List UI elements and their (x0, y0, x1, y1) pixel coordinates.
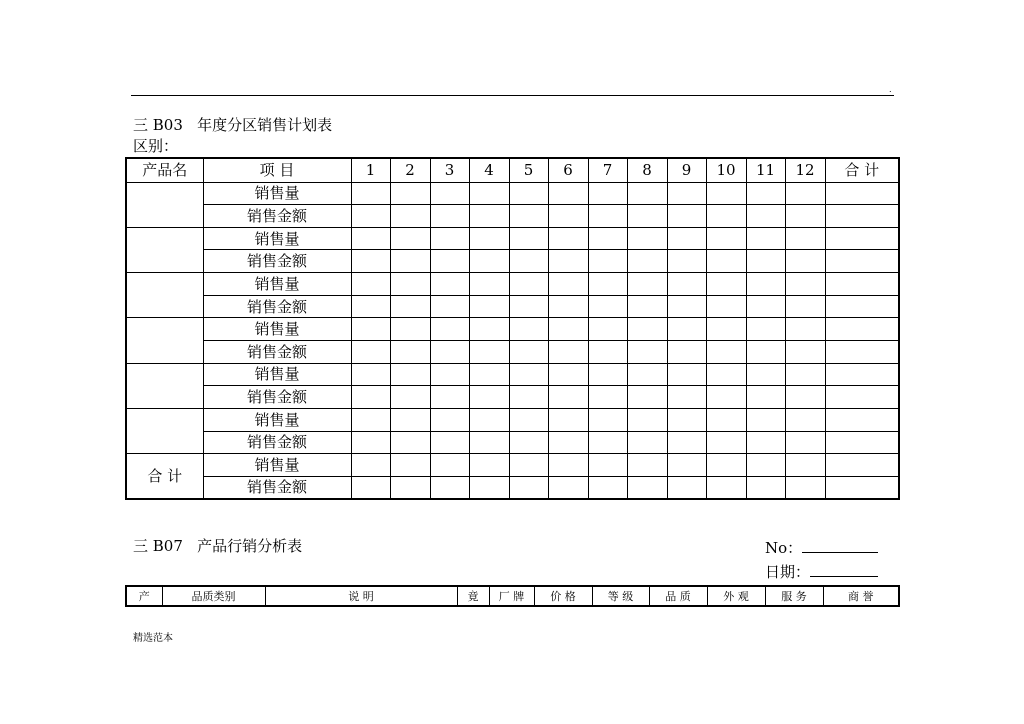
region-label: 区别： (133, 137, 179, 155)
month-value-cell[interactable] (706, 250, 746, 273)
month-value-cell[interactable] (469, 476, 509, 499)
month-value-cell[interactable] (627, 318, 667, 341)
month-value-cell[interactable] (548, 386, 588, 409)
month-value-cell[interactable] (706, 273, 746, 296)
month-value-cell[interactable] (627, 431, 667, 454)
month-value-cell[interactable] (667, 318, 706, 341)
header-month: 10 (706, 158, 746, 182)
month-value-cell[interactable] (785, 227, 825, 250)
month-value-cell[interactable] (351, 182, 390, 205)
month-value-cell[interactable] (430, 295, 469, 318)
month-value-cell[interactable] (785, 205, 825, 228)
month-value-cell[interactable] (509, 182, 548, 205)
table-row (126, 182, 899, 205)
month-value-cell[interactable] (785, 340, 825, 363)
month-value-cell[interactable] (430, 431, 469, 454)
month-value-cell[interactable] (706, 318, 746, 341)
total-group-label: 合 计 (126, 454, 203, 499)
month-value-cell[interactable] (548, 205, 588, 228)
analysis-header-cell: 商 誉 (823, 586, 899, 606)
month-value-cell[interactable] (469, 340, 509, 363)
month-value-cell[interactable] (746, 318, 785, 341)
month-value-cell[interactable] (667, 182, 706, 205)
month-value-cell[interactable] (746, 363, 785, 386)
table-row (126, 205, 899, 228)
month-value-cell[interactable] (469, 454, 509, 477)
month-value-cell[interactable] (667, 295, 706, 318)
month-value-cell[interactable] (390, 386, 430, 409)
month-value-cell[interactable] (351, 431, 390, 454)
table-row (126, 454, 899, 477)
month-value-cell[interactable] (588, 250, 627, 273)
month-value-cell[interactable] (430, 227, 469, 250)
month-value-cell[interactable] (746, 476, 785, 499)
month-value-cell[interactable] (785, 295, 825, 318)
header-month: 1 (351, 158, 390, 182)
month-value-cell[interactable] (627, 454, 667, 477)
analysis-header-cell: 说 明 (265, 586, 457, 606)
table-row (126, 363, 899, 386)
table-row (126, 408, 899, 431)
analysis-header-cell: 竟 (457, 586, 489, 606)
month-value-cell[interactable] (785, 386, 825, 409)
month-value-cell[interactable] (785, 454, 825, 477)
product-name-cell[interactable] (126, 363, 203, 408)
analysis-header-cell: 外 观 (707, 586, 765, 606)
month-value-cell[interactable] (548, 431, 588, 454)
sales-plan-table (125, 157, 900, 500)
sales-volume-label: 销售量 (203, 408, 351, 431)
month-value-cell[interactable] (746, 182, 785, 205)
table-row (126, 431, 899, 454)
total-value-cell[interactable] (825, 318, 899, 341)
sales-amount-label: 销售金额 (203, 386, 351, 409)
month-value-cell[interactable] (548, 182, 588, 205)
month-value-cell[interactable] (390, 340, 430, 363)
month-value-cell[interactable] (746, 273, 785, 296)
month-value-cell[interactable] (509, 205, 548, 228)
sales-volume-label: 销售量 (203, 363, 351, 386)
month-value-cell[interactable] (588, 408, 627, 431)
header-month: 7 (588, 158, 627, 182)
month-value-cell[interactable] (430, 318, 469, 341)
number-field (765, 537, 878, 558)
month-value-cell[interactable] (746, 205, 785, 228)
month-value-cell[interactable] (469, 182, 509, 205)
header-month: 11 (746, 158, 785, 182)
sales-amount-label: 销售金额 (203, 340, 351, 363)
month-value-cell[interactable] (706, 227, 746, 250)
month-value-cell[interactable] (588, 476, 627, 499)
month-value-cell[interactable] (667, 250, 706, 273)
table-row (126, 227, 899, 250)
month-value-cell[interactable] (548, 318, 588, 341)
month-value-cell[interactable] (588, 431, 627, 454)
header-item: 项 目 (203, 158, 351, 182)
month-value-cell[interactable] (746, 431, 785, 454)
table-row (126, 250, 899, 273)
month-value-cell[interactable] (706, 476, 746, 499)
month-value-cell[interactable] (746, 386, 785, 409)
analysis-header-cell: 厂 牌 (489, 586, 534, 606)
month-value-cell[interactable] (390, 431, 430, 454)
total-value-cell[interactable] (825, 227, 899, 250)
month-value-cell[interactable] (627, 386, 667, 409)
month-value-cell[interactable] (509, 318, 548, 341)
date-label: 日期： (765, 563, 811, 581)
month-value-cell[interactable] (785, 273, 825, 296)
corner-mark: . (889, 85, 892, 94)
month-value-cell[interactable] (351, 250, 390, 273)
month-value-cell[interactable] (667, 476, 706, 499)
analysis-table (125, 585, 900, 607)
month-value-cell[interactable] (627, 205, 667, 228)
month-value-cell[interactable] (548, 227, 588, 250)
month-value-cell[interactable] (548, 295, 588, 318)
month-value-cell[interactable] (390, 182, 430, 205)
product-name-cell[interactable] (126, 227, 203, 272)
month-value-cell[interactable] (588, 363, 627, 386)
product-name-cell[interactable] (126, 273, 203, 318)
month-value-cell[interactable] (469, 250, 509, 273)
product-name-cell[interactable] (126, 182, 203, 227)
month-value-cell[interactable] (706, 182, 746, 205)
month-value-cell[interactable] (706, 205, 746, 228)
month-value-cell[interactable] (351, 340, 390, 363)
month-value-cell[interactable] (351, 318, 390, 341)
month-value-cell[interactable] (430, 454, 469, 477)
sales-amount-label: 销售金额 (203, 476, 351, 499)
total-value-cell[interactable] (825, 363, 899, 386)
month-value-cell[interactable] (785, 408, 825, 431)
month-value-cell[interactable] (430, 386, 469, 409)
sales-volume-label: 销售量 (203, 273, 351, 296)
total-value-cell[interactable] (825, 386, 899, 409)
month-value-cell[interactable] (706, 363, 746, 386)
table-row (126, 318, 899, 341)
month-value-cell[interactable] (509, 408, 548, 431)
month-value-cell[interactable] (548, 454, 588, 477)
month-value-cell[interactable] (667, 408, 706, 431)
month-value-cell[interactable] (351, 454, 390, 477)
month-value-cell[interactable] (588, 454, 627, 477)
header-month: 9 (667, 158, 706, 182)
sales-amount-label: 销售金额 (203, 431, 351, 454)
analysis-header-row (126, 586, 899, 606)
month-value-cell[interactable] (548, 273, 588, 296)
header-month: 6 (548, 158, 588, 182)
month-value-cell[interactable] (351, 295, 390, 318)
month-value-cell[interactable] (509, 250, 548, 273)
total-value-cell[interactable] (825, 295, 899, 318)
month-value-cell[interactable] (667, 386, 706, 409)
analysis-title: 三 B07 产品行销分析表 (133, 537, 303, 555)
month-value-cell[interactable] (785, 363, 825, 386)
month-value-cell[interactable] (469, 227, 509, 250)
month-value-cell[interactable] (706, 408, 746, 431)
date-blank[interactable] (810, 562, 878, 577)
month-value-cell[interactable] (627, 182, 667, 205)
number-label: No： (765, 539, 803, 557)
month-value-cell[interactable] (390, 205, 430, 228)
month-value-cell[interactable] (785, 431, 825, 454)
month-value-cell[interactable] (509, 454, 548, 477)
analysis-header-cell: 品 质 (649, 586, 707, 606)
month-value-cell[interactable] (746, 227, 785, 250)
analysis-header-cell: 价 格 (534, 586, 592, 606)
month-value-cell[interactable] (706, 340, 746, 363)
month-value-cell[interactable] (627, 250, 667, 273)
month-value-cell[interactable] (627, 273, 667, 296)
sales-amount-label: 销售金额 (203, 295, 351, 318)
sales-amount-label: 销售金额 (203, 205, 351, 228)
footer-note: 精选范本 (133, 633, 173, 644)
month-value-cell[interactable] (706, 431, 746, 454)
plan-title: 三 B03 年度分区销售计划表 (133, 116, 333, 134)
month-value-cell[interactable] (548, 363, 588, 386)
month-value-cell[interactable] (588, 205, 627, 228)
month-value-cell[interactable] (667, 340, 706, 363)
header-total: 合 计 (825, 158, 899, 182)
month-value-cell[interactable] (509, 476, 548, 499)
month-value-cell[interactable] (469, 205, 509, 228)
month-value-cell[interactable] (588, 340, 627, 363)
month-value-cell[interactable] (588, 318, 627, 341)
month-value-cell[interactable] (469, 431, 509, 454)
month-value-cell[interactable] (390, 273, 430, 296)
month-value-cell[interactable] (746, 408, 785, 431)
product-name-cell[interactable] (126, 318, 203, 363)
month-value-cell[interactable] (667, 454, 706, 477)
month-value-cell[interactable] (351, 386, 390, 409)
month-value-cell[interactable] (390, 408, 430, 431)
month-value-cell[interactable] (509, 227, 548, 250)
total-value-cell[interactable] (825, 205, 899, 228)
month-value-cell[interactable] (746, 295, 785, 318)
month-value-cell[interactable] (469, 273, 509, 296)
month-value-cell[interactable] (390, 363, 430, 386)
month-value-cell[interactable] (430, 250, 469, 273)
analysis-header-cell: 服 务 (765, 586, 823, 606)
month-value-cell[interactable] (667, 431, 706, 454)
month-value-cell[interactable] (469, 386, 509, 409)
total-value-cell[interactable] (825, 476, 899, 499)
total-value-cell[interactable] (825, 408, 899, 431)
table-row (126, 340, 899, 363)
month-value-cell[interactable] (785, 250, 825, 273)
month-value-cell[interactable] (390, 476, 430, 499)
date-field (765, 561, 878, 582)
month-value-cell[interactable] (627, 340, 667, 363)
month-value-cell[interactable] (588, 386, 627, 409)
month-value-cell[interactable] (509, 363, 548, 386)
month-value-cell[interactable] (588, 227, 627, 250)
total-value-cell[interactable] (825, 454, 899, 477)
analysis-header-cell: 等 级 (592, 586, 649, 606)
month-value-cell[interactable] (469, 408, 509, 431)
table-header-row (126, 158, 899, 182)
sales-amount-label: 销售金额 (203, 250, 351, 273)
total-value-cell[interactable] (825, 182, 899, 205)
month-value-cell[interactable] (706, 295, 746, 318)
month-value-cell[interactable] (785, 182, 825, 205)
month-value-cell[interactable] (351, 363, 390, 386)
month-value-cell[interactable] (627, 295, 667, 318)
header-month: 2 (390, 158, 430, 182)
month-value-cell[interactable] (351, 273, 390, 296)
month-value-cell[interactable] (351, 476, 390, 499)
month-value-cell[interactable] (430, 205, 469, 228)
month-value-cell[interactable] (351, 227, 390, 250)
month-value-cell[interactable] (667, 363, 706, 386)
month-value-cell[interactable] (390, 227, 430, 250)
table-row (126, 476, 899, 499)
month-value-cell[interactable] (588, 182, 627, 205)
month-value-cell[interactable] (509, 273, 548, 296)
month-value-cell[interactable] (469, 295, 509, 318)
month-value-cell[interactable] (430, 408, 469, 431)
month-value-cell[interactable] (390, 454, 430, 477)
month-value-cell[interactable] (548, 408, 588, 431)
month-value-cell[interactable] (746, 250, 785, 273)
month-value-cell[interactable] (351, 205, 390, 228)
product-name-cell[interactable] (126, 408, 203, 453)
month-value-cell[interactable] (588, 295, 627, 318)
month-value-cell[interactable] (390, 295, 430, 318)
analysis-header-cell: 产 (126, 586, 162, 606)
sales-volume-label: 销售量 (203, 182, 351, 205)
month-value-cell[interactable] (351, 408, 390, 431)
total-value-cell[interactable] (825, 431, 899, 454)
month-value-cell[interactable] (627, 408, 667, 431)
month-value-cell[interactable] (746, 454, 785, 477)
month-value-cell[interactable] (548, 340, 588, 363)
month-value-cell[interactable] (627, 363, 667, 386)
month-value-cell[interactable] (469, 363, 509, 386)
month-value-cell[interactable] (706, 386, 746, 409)
total-value-cell[interactable] (825, 273, 899, 296)
month-value-cell[interactable] (548, 250, 588, 273)
month-value-cell[interactable] (667, 205, 706, 228)
header-product-name: 产品名 (126, 158, 203, 182)
sales-volume-label: 销售量 (203, 318, 351, 341)
number-blank[interactable] (802, 538, 878, 553)
month-value-cell[interactable] (430, 273, 469, 296)
sales-volume-label: 销售量 (203, 227, 351, 250)
month-value-cell[interactable] (588, 273, 627, 296)
month-value-cell[interactable] (548, 476, 588, 499)
analysis-header-cell: 品质类别 (162, 586, 265, 606)
month-value-cell[interactable] (509, 431, 548, 454)
month-value-cell[interactable] (509, 386, 548, 409)
month-value-cell[interactable] (509, 340, 548, 363)
table-row (126, 273, 899, 296)
sales-volume-label: 销售量 (203, 454, 351, 477)
month-value-cell[interactable] (390, 318, 430, 341)
table-row (126, 386, 899, 409)
month-value-cell[interactable] (469, 318, 509, 341)
month-value-cell[interactable] (785, 318, 825, 341)
month-value-cell[interactable] (627, 227, 667, 250)
month-value-cell[interactable] (785, 476, 825, 499)
top-rule (131, 95, 894, 96)
month-value-cell[interactable] (430, 182, 469, 205)
table-row (126, 295, 899, 318)
total-value-cell[interactable] (825, 250, 899, 273)
month-value-cell[interactable] (430, 340, 469, 363)
month-value-cell[interactable] (627, 476, 667, 499)
month-value-cell[interactable] (746, 340, 785, 363)
month-value-cell[interactable] (667, 273, 706, 296)
month-value-cell[interactable] (509, 295, 548, 318)
month-value-cell[interactable] (667, 227, 706, 250)
header-month: 4 (469, 158, 509, 182)
month-value-cell[interactable] (430, 476, 469, 499)
header-month: 3 (430, 158, 469, 182)
total-value-cell[interactable] (825, 340, 899, 363)
month-value-cell[interactable] (706, 454, 746, 477)
header-month: 12 (785, 158, 825, 182)
header-month: 8 (627, 158, 667, 182)
month-value-cell[interactable] (430, 363, 469, 386)
header-month: 5 (509, 158, 548, 182)
month-value-cell[interactable] (390, 250, 430, 273)
